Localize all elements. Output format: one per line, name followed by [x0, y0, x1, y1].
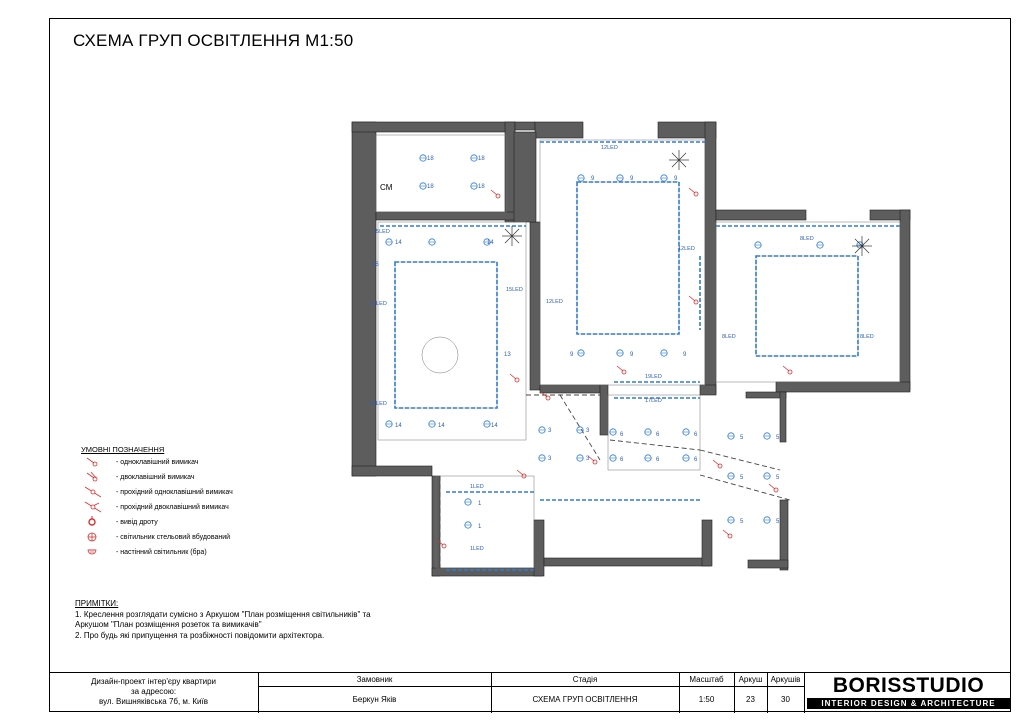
pass-single-switch-icon	[81, 486, 103, 498]
wire-line	[610, 440, 700, 450]
wall	[748, 560, 788, 568]
legend-item: - прохідний двоклавішний вимикач	[81, 504, 164, 519]
led-label: 12LED	[601, 145, 618, 151]
wall	[716, 210, 806, 220]
wall	[780, 500, 788, 570]
room-outline	[376, 135, 506, 212]
wall	[702, 520, 712, 566]
stage-header: Стадія	[572, 675, 598, 684]
notes-title: ПРИМІТКИ:	[75, 599, 119, 608]
led-label: 8LED	[722, 334, 736, 340]
cm-label: СМ	[380, 183, 393, 192]
group-number: 6	[620, 432, 624, 438]
group-number: 9	[630, 352, 634, 358]
furniture-outline	[395, 262, 497, 408]
studio-logo	[807, 675, 1010, 711]
wall	[700, 385, 716, 395]
table-outline	[422, 337, 458, 373]
group-number: 14	[491, 423, 498, 429]
legend	[81, 445, 233, 564]
wall	[900, 210, 910, 390]
group-number: 9	[570, 352, 574, 358]
bed-outline	[756, 256, 858, 356]
legend-item: - двоклавішний вимикач	[81, 474, 164, 489]
wall	[530, 222, 540, 390]
group-number: 6	[694, 457, 698, 463]
room-outline	[436, 476, 534, 568]
switch-lever	[723, 530, 729, 535]
switch-lever	[510, 374, 516, 379]
group-number: 5	[740, 519, 744, 525]
wall	[544, 558, 710, 566]
led-strip	[577, 182, 679, 334]
switch-lever	[689, 296, 695, 301]
led-strip	[756, 256, 858, 356]
group-number: 3	[586, 428, 590, 434]
wall	[705, 122, 716, 394]
stage-value: СХЕМА ГРУП ОСВІТЛЕННЯ	[532, 695, 638, 704]
switch-lever	[617, 366, 623, 371]
wall-light-icon	[81, 546, 103, 558]
led-label: 15LED	[370, 301, 387, 307]
wall	[514, 132, 536, 222]
wall	[776, 382, 910, 392]
plant-decoration	[505, 236, 512, 243]
single-switch-icon	[81, 456, 103, 468]
group-number: 3	[548, 456, 552, 462]
legend-item: - прохідний одноклавішний вимикач	[81, 489, 164, 504]
pass-double-switch-icon	[81, 501, 103, 513]
ceiling-lights	[386, 150, 872, 528]
legend-item: - світильник стельовий вбудований	[81, 534, 164, 549]
group-number: 18	[478, 156, 485, 162]
plant-decoration	[512, 229, 519, 236]
led-label: 16LED	[370, 401, 387, 407]
project-address: Дизайн-проект інтер'єру квартири за адресою: вул. Вишняківська 7б, м. Київ	[90, 677, 216, 706]
room-outline	[540, 140, 705, 385]
group-number: 14	[438, 423, 445, 429]
legend-item: - настінний світильник (бра)	[81, 549, 164, 564]
led-label: 17LED	[645, 398, 662, 404]
switch-lever	[517, 470, 523, 475]
customer-value: Беркун Яків	[352, 695, 397, 704]
group-number: 9	[630, 176, 634, 182]
wiring	[440, 395, 790, 568]
wall	[352, 466, 432, 476]
group-number: 3	[586, 456, 590, 462]
led-label: 8LED	[800, 236, 814, 242]
wall	[352, 122, 376, 476]
led-label: 12LED	[546, 299, 563, 305]
page-title: СХЕМА ГРУП ОСВІТЛЕННЯ М1:50	[73, 31, 354, 50]
bed-outline	[577, 182, 679, 334]
plant-decoration	[512, 236, 519, 243]
room-outlines	[376, 135, 900, 568]
led-label: 15LED	[373, 229, 390, 235]
group-number: 5	[776, 435, 780, 441]
sheet-header: Аркуш	[738, 675, 763, 684]
switch-lever	[689, 188, 695, 193]
wire-outlet-icon	[81, 516, 103, 528]
sheet-value: 23	[746, 695, 755, 704]
wall	[376, 212, 526, 220]
group-number: 16	[372, 262, 379, 268]
recessed-ceiling-light-icon	[81, 531, 103, 543]
led-labels	[370, 145, 874, 552]
group-number: 1	[478, 524, 482, 530]
group-number: 18	[427, 184, 434, 190]
group-number: 18	[478, 184, 485, 190]
plant-decoration	[679, 160, 686, 167]
group-number: 1	[478, 501, 482, 507]
scale-header: Масштаб	[689, 675, 724, 684]
group-number: 6	[620, 457, 624, 463]
wall	[515, 122, 535, 130]
sheets-value: 30	[781, 695, 790, 704]
plant-decoration	[679, 153, 686, 160]
group-number: 9	[591, 176, 595, 182]
plant-decoration	[505, 229, 512, 236]
notes	[75, 599, 377, 641]
wire-line	[700, 450, 780, 470]
led-label: 15LED	[506, 287, 523, 293]
legend-item: - одноклавішний вимикач	[81, 459, 164, 474]
plant-decoration	[672, 160, 679, 167]
wall	[534, 520, 544, 576]
plant-decoration	[862, 239, 869, 246]
group-number: 5	[740, 475, 744, 481]
plant-decoration	[672, 153, 679, 160]
group-number: 6	[656, 457, 660, 463]
wall	[780, 392, 786, 442]
led-label: 19LED	[645, 374, 662, 380]
wire-line	[560, 395, 600, 460]
led-label: 8LED	[860, 334, 874, 340]
wall	[535, 122, 583, 138]
legend-title: УМОВНІ ПОЗНАЧЕННЯ	[81, 445, 165, 454]
walls	[352, 122, 910, 576]
switch-lever	[783, 366, 789, 371]
switch-lever	[769, 484, 775, 489]
group-number: 14	[487, 240, 494, 246]
plant-decoration	[855, 246, 862, 253]
note-1: 1. Креслення розглядати сумісно з Аркушом "План розміщення світильників" та Аркушом "План розміщення розеток та вимикачів"	[75, 609, 371, 629]
group-number: 13	[504, 352, 511, 358]
group-number: 5	[776, 519, 780, 525]
scale-value: 1:50	[698, 695, 715, 704]
group-number: 9	[683, 352, 687, 358]
wall	[600, 385, 608, 435]
group-number: 14	[395, 240, 402, 246]
logo-subtitle: INTERIOR DESIGN & ARCHITECTURE	[807, 698, 1010, 709]
legend-item: - вивід дроту	[81, 519, 164, 534]
customer-header: Замовник	[356, 675, 393, 684]
room-outline	[716, 222, 900, 382]
group-number: 6	[656, 432, 660, 438]
group-number: 3	[548, 428, 552, 434]
led-label: 1LED	[470, 546, 484, 552]
double-switch-icon	[81, 471, 103, 483]
group-number: 14	[395, 423, 402, 429]
led-label: 12LED	[678, 246, 695, 252]
wall	[505, 122, 515, 222]
wall	[352, 122, 515, 132]
group-number: 5	[776, 475, 780, 481]
wall	[540, 385, 600, 393]
sheets-header: Аркушів	[770, 675, 801, 684]
group-number: 6	[694, 432, 698, 438]
switch-lever	[713, 460, 719, 465]
title-block	[49, 672, 1011, 712]
led-strip	[395, 262, 497, 408]
led-label: 1LED	[470, 484, 484, 490]
switch-lever	[491, 190, 497, 195]
note-2: 2. Про будь які припущення та розбіжності повідомити архітектора.	[75, 630, 325, 640]
group-number: 5	[740, 435, 744, 441]
logo-text: BORISSTUDIO	[832, 674, 985, 697]
group-number: 9	[674, 176, 678, 182]
plant-decoration	[862, 246, 869, 253]
group-number: 18	[427, 156, 434, 162]
